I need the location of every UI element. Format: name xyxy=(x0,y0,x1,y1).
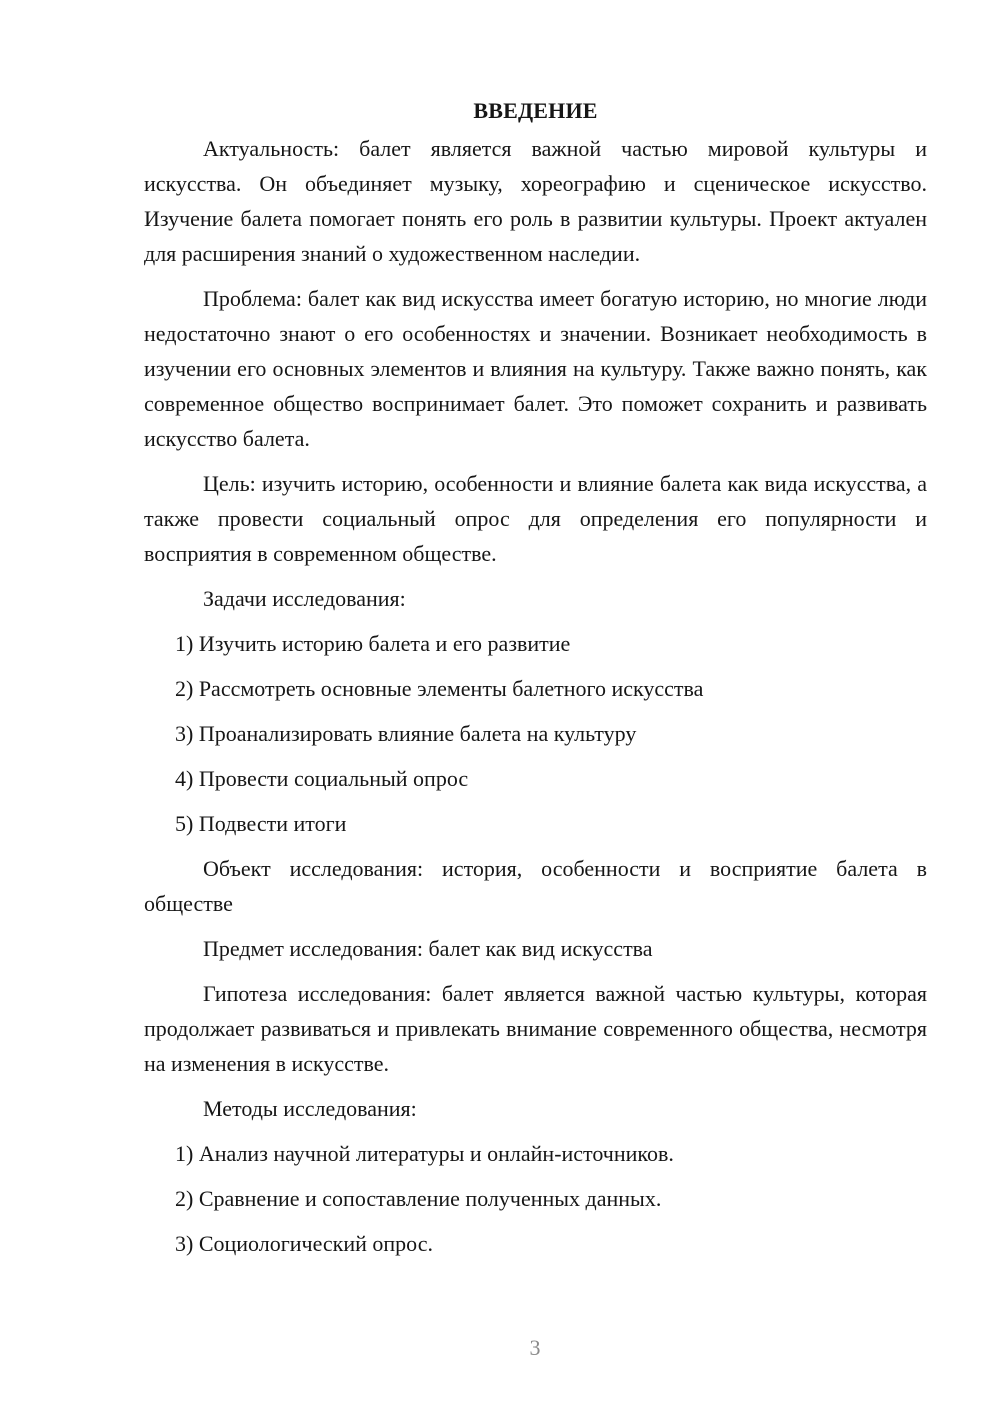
tasks-heading: Задачи исследования: xyxy=(203,586,406,611)
method-item: 1) Анализ научной литературы и онлайн-источников. xyxy=(175,1141,674,1166)
relevance-paragraph: Актуальность: балет является важной частью мировой культуры и искусства. Он объединяет музыку, хореографию и сценическое искусство. Изучение балета помогает понять его роль в развитии культуры. Проект актуален для расширения знаний о художественном наследии. xyxy=(144,136,927,266)
method-item: 3) Социологический опрос. xyxy=(175,1231,433,1256)
task-item: 1) Изучить историю балета и его развитие xyxy=(175,631,571,656)
page-body xyxy=(144,93,927,1271)
hypothesis-paragraph: Гипотеза исследования: балет является важной частью культуры, которая продолжает развиваться и привлекать внимание современного общества, несмотря на изменения в искусстве. xyxy=(144,981,927,1076)
methods-heading: Методы исследования: xyxy=(203,1096,417,1121)
task-item: 3) Проанализировать влияние балета на культуру xyxy=(175,721,637,746)
task-item: 4) Провести социальный опрос xyxy=(175,766,469,791)
task-item: 5) Подвести итоги xyxy=(175,811,347,836)
page-number: 3 xyxy=(529,1335,541,1360)
task-item: 2) Рассмотреть основные элементы балетного искусства xyxy=(175,676,704,701)
page-title: ВВЕДЕНИЕ xyxy=(473,98,598,123)
subject-paragraph: Предмет исследования: балет как вид искусства xyxy=(203,936,653,961)
goal-paragraph: Цель: изучить историю, особенности и влияние балета как вида искусства, а также провести социальный опрос для определения его популярности и восприятия в современном обществе. xyxy=(144,471,927,566)
method-item: 2) Сравнение и сопоставление полученных данных. xyxy=(175,1186,662,1211)
object-paragraph: Объект исследования: история, особенности и восприятие балета в обществе xyxy=(144,856,927,916)
problem-paragraph: Проблема: балет как вид искусства имеет богатую историю, но многие люди недостаточно знают о его особенностях и значении. Возникает необходимость в изучении его основных элементов и влияния на культуру. Также важно понять, как современное общество воспринимает балет. Это поможет сохранить и развивать искусство балета. xyxy=(144,286,927,451)
